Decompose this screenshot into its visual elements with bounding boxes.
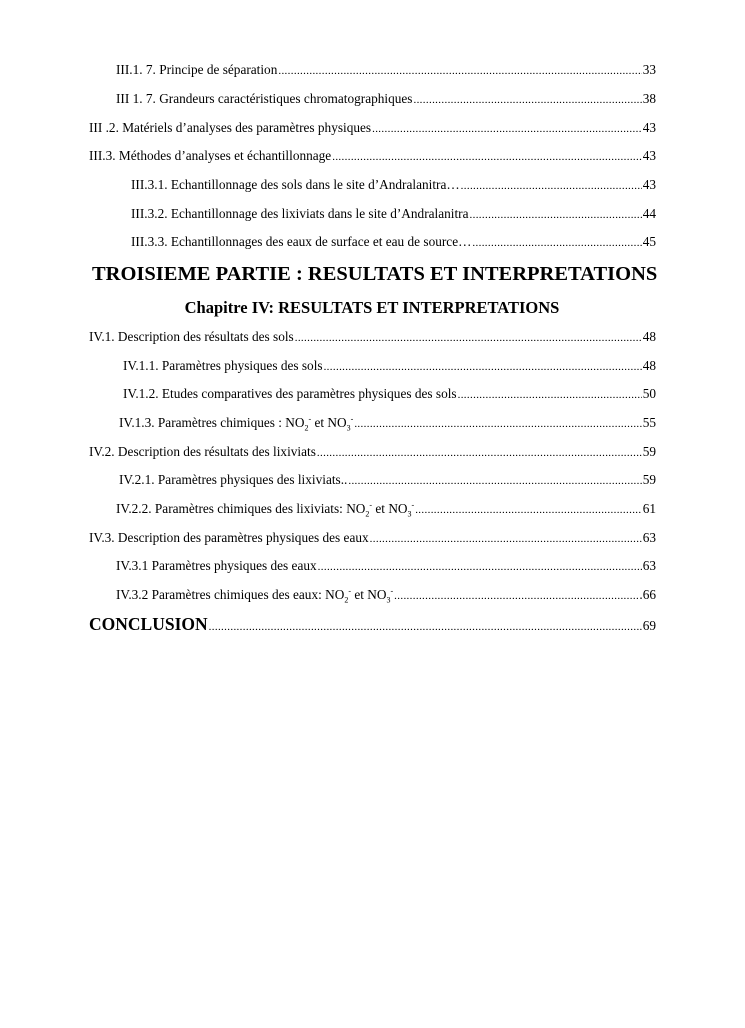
toc-entry-page: 43 — [642, 120, 656, 135]
toc-entry-label: IV.3. Description des paramètres physiques des eaux — [89, 530, 369, 545]
toc-entry[interactable] — [89, 148, 656, 165]
toc-entry-label: III 1. 7. Grandeurs caractéristiques chromatographiques — [116, 91, 413, 106]
toc-entry-page: 61 — [642, 501, 656, 516]
dot-leader — [415, 502, 642, 518]
dot-leader — [394, 588, 638, 604]
toc-entry-page: 50 — [642, 386, 656, 401]
dot-leader — [458, 387, 642, 403]
toc-entry-label: IV.1.2. Etudes comparatives des paramètres physiques des sols — [123, 386, 457, 401]
toc-entry-label: IV.3.1 Paramètres physiques des eaux — [116, 558, 317, 573]
toc-entry-label: III.3.2. Echantillonnage des lixiviats dans le site d’Andralanitra — [131, 206, 469, 221]
dot-leader — [472, 235, 641, 251]
toc-entry[interactable] — [119, 472, 656, 489]
toc-entry-label: IV.1.3. Paramètres chimiques : $NO_2^-$ et $NO_3^-$ — [119, 414, 354, 433]
toc-entry-page: 44 — [642, 206, 656, 221]
toc-entry[interactable] — [89, 329, 656, 346]
toc-entry-page: 38 — [642, 91, 656, 106]
toc-entry-label: IV.3.2 Paramètres chimiques des eaux: $NO_2^-$ et $NO_3^-$ — [116, 586, 394, 605]
dot-leader — [470, 207, 642, 223]
toc-entry-label: III.1. 7. Principe de séparation — [116, 62, 278, 77]
toc-entry[interactable] — [116, 62, 656, 79]
dot-leader — [413, 92, 641, 108]
toc-entry-page: 45 — [642, 234, 656, 249]
dot-leader — [278, 63, 641, 79]
toc-entry-label: IV.2.2. Paramètres chimiques des lixiviats: $NO_2^-$ et $NO_3^-$ — [116, 500, 415, 519]
toc-entry[interactable] — [131, 177, 656, 194]
toc-entry[interactable] — [116, 91, 656, 108]
toc-entry-page: 59 — [642, 472, 656, 487]
toc-entry-label: IV.1.1. Paramètres physiques des sols — [123, 358, 323, 373]
toc-entry-label: IV.2.1. Paramètres physiques des lixiviats.. — [119, 472, 348, 487]
toc-entry-label: CONCLUSION — [89, 614, 208, 634]
toc-entry-page: 43 — [642, 148, 656, 163]
toc-entry-page: 48 — [642, 358, 656, 373]
toc-entry-page: 33 — [642, 62, 656, 77]
toc-entry-page: 55 — [642, 415, 656, 430]
toc-entry-label: III.3. Méthodes d’analyses et échantillonnage — [89, 148, 332, 163]
dot-leader — [295, 330, 642, 346]
toc-entry-label: III.3.1. Echantillonnage des sols dans le site d’Andralanitra… — [131, 177, 460, 192]
dot-leader — [372, 121, 642, 137]
toc-entry-label: IV.2. Description des résultats des lixiviats — [89, 444, 316, 459]
toc-entry[interactable] — [123, 386, 656, 403]
toc-entry[interactable] — [89, 530, 656, 547]
toc-entry[interactable] — [131, 234, 656, 251]
dot-leader — [209, 619, 642, 635]
toc-entry[interactable] — [116, 558, 656, 575]
toc-entry-conclusion[interactable] — [89, 616, 656, 635]
part-title: TROISIEME PARTIE : RESULTATS ET INTERPRETATIONS — [92, 263, 658, 285]
toc-entry[interactable] — [119, 415, 656, 432]
toc-entry[interactable] — [131, 206, 656, 223]
toc-entry-page: 48 — [642, 329, 656, 344]
toc-entry[interactable] — [89, 444, 656, 461]
dot-leader — [332, 149, 641, 165]
toc-entry-label: III.3.3. Echantillonnages des eaux de surface et eau de source… — [131, 234, 472, 249]
toc-entry-page: 63 — [642, 558, 656, 573]
dot-leader — [370, 531, 642, 547]
dot-leader — [317, 445, 642, 461]
toc-entry[interactable] — [116, 501, 656, 518]
toc-entry-page: 59 — [642, 444, 656, 459]
dot-leader — [324, 359, 642, 375]
toc-entry-page: .66 — [639, 587, 656, 602]
toc-entry[interactable] — [123, 358, 656, 375]
chapter-title: Chapitre IV: RESULTATS ET INTERPRETATIONS — [184, 298, 560, 317]
toc-entry-label: IV.1. Description des résultats des sols — [89, 329, 294, 344]
toc-entry-page: 43 — [642, 177, 656, 192]
toc-entry[interactable] — [89, 120, 656, 137]
toc-entry-page: 69 — [642, 618, 656, 633]
dot-leader — [354, 416, 641, 432]
toc-entry[interactable] — [116, 587, 656, 604]
dot-leader — [318, 559, 642, 575]
dot-leader — [461, 178, 642, 194]
toc-entry-label: III .2. Matériels d’analyses des paramètres physiques — [89, 120, 372, 135]
dot-leader — [348, 473, 641, 489]
toc-entry-page: 63 — [642, 530, 656, 545]
